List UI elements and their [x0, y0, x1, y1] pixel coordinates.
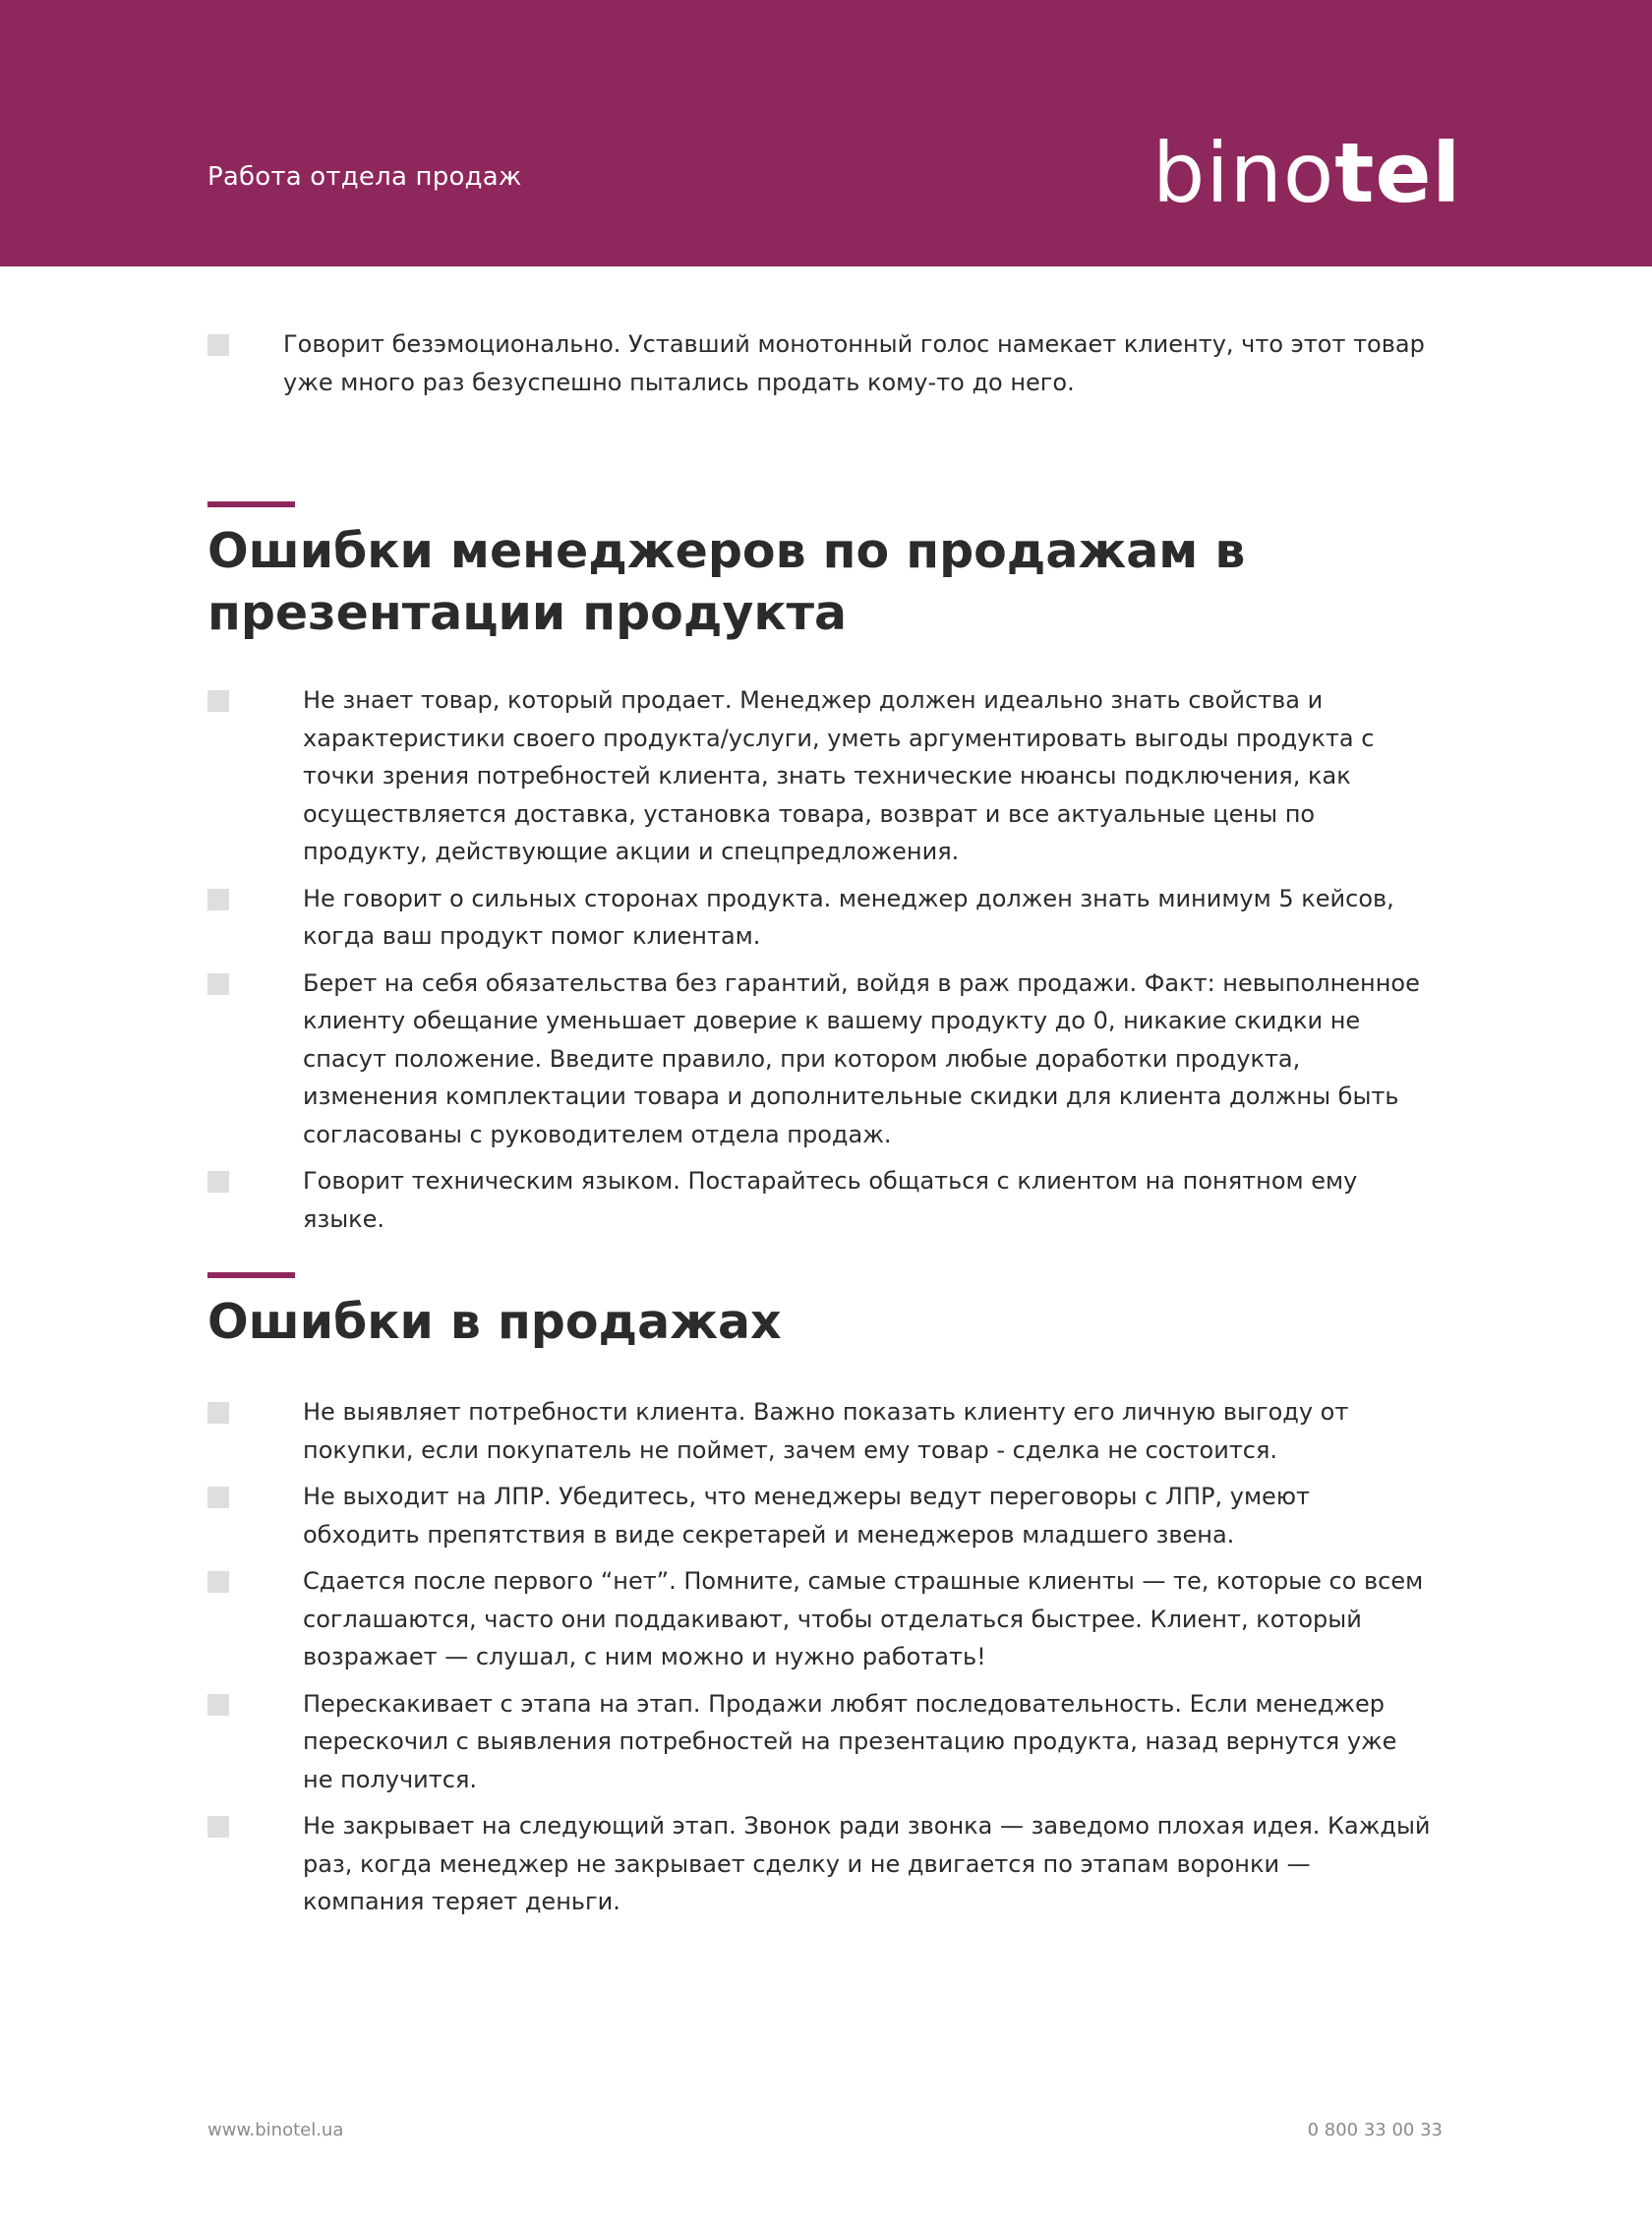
bullet-square-icon — [207, 690, 229, 712]
bullet-square-icon — [207, 1694, 229, 1716]
list-item-text: Говорит безэмоционально. Уставший монотонный голос намекает клиенту, что этот товар уже много раз безуспешно пытались продать кому-то до него. — [283, 330, 1425, 396]
list-item — [0, 1478, 1652, 1553]
sales-errors-list — [0, 1393, 1652, 1921]
intro-list — [0, 325, 1652, 401]
section-accent-line — [207, 1272, 295, 1278]
list-item — [0, 1685, 1652, 1799]
list-item — [0, 325, 1652, 401]
header-title: Работа отдела продаж — [207, 162, 522, 192]
list-item — [0, 1162, 1652, 1238]
section-accent-line — [207, 501, 295, 507]
bullet-square-icon — [207, 889, 229, 910]
list-item-text: Не закрывает на следующий этап. Звонок ради звонка — заведомо плохая идея. Каждый раз, когда менеджер не закрывает сделку и не двигается по этапам воронки — компания теряет деньги. — [303, 1812, 1431, 1915]
logo-text-bold: tel — [1334, 125, 1462, 221]
list-item-text: Не выходит на ЛПР. Убедитесь, что менеджеры ведут переговоры с ЛПР, умеют обходить препятствия в виде секретарей и менеджеров младшего звена. — [303, 1483, 1311, 1549]
bullet-square-icon — [207, 1487, 229, 1508]
bullet-square-icon — [207, 1402, 229, 1424]
bullet-square-icon — [207, 334, 229, 356]
list-item-text: Не знает товар, который продает. Менеджер должен идеально знать свойства и характеристики своего продукта/услуги, уметь аргументировать выгоды продукта с точки зрения потребностей клиента, знать технические нюансы подключения, как осуществляется доставка, установка товара, возврат и все актуальные цены по продукту, действующие акции и спецпредложения. — [303, 686, 1375, 865]
list-item — [0, 880, 1652, 956]
binotel-logo — [1152, 125, 1462, 221]
list-item — [0, 1807, 1652, 1921]
list-item — [0, 1562, 1652, 1676]
list-item-text: Не выявляет потребности клиента. Важно показать клиенту его личную выгоду от покупки, если покупатель не поймет, зачем ему товар - сделка не состоится. — [303, 1398, 1349, 1464]
page-header — [0, 0, 1652, 266]
list-item-text: Говорит техническим языком. Постарайтесь общаться с клиентом на понятном ему языке. — [303, 1167, 1358, 1233]
bullet-square-icon — [207, 1171, 229, 1193]
footer-phone: 0 800 33 00 33 — [1307, 2120, 1443, 2140]
list-item — [0, 681, 1652, 871]
list-item-text: Сдается после первого “нет”. Помните, самые страшные клиенты — те, которые со всем соглашаются, часто они поддакивают, чтобы отделаться быстрее. Клиент, который возражает — слушал, с ним можно и нужно работать! — [303, 1567, 1424, 1670]
bullet-square-icon — [207, 973, 229, 995]
footer-website: www.binotel.ua — [207, 2120, 344, 2140]
list-item-text: Перескакивает с этапа на этап. Продажи любят последовательность. Если менеджер перескочил с выявления потребностей на презентацию продукта, назад вернутся уже не получится. — [303, 1689, 1397, 1793]
list-item-text: Берет на себя обязательства без гарантий, войдя в раж продажи. Факт: невыполненное клиенту обещание уменьшает доверие к вашему продукту до 0, никакие скидки не спасут положение. Введите правило, при котором любые доработки продукта, изменения комплектации товара и дополнительные скидки для клиента должны быть согласованы с руководителем отдела продаж. — [303, 968, 1420, 1148]
presentation-errors-list — [0, 681, 1652, 1238]
list-item — [0, 965, 1652, 1154]
list-item — [0, 1393, 1652, 1469]
logo-text-light: bino — [1152, 125, 1335, 221]
bullet-square-icon — [207, 1816, 229, 1838]
list-item-text: Не говорит о сильных сторонах продукта. менеджер должен знать минимум 5 кейсов, когда ваш продукт помог клиентам. — [303, 884, 1394, 950]
section-title-sales: Ошибки в продажах — [207, 1294, 782, 1350]
bullet-square-icon — [207, 1571, 229, 1593]
section-title-presentation: Ошибки менеджеров по продажам в презентации продукта — [207, 523, 1246, 641]
